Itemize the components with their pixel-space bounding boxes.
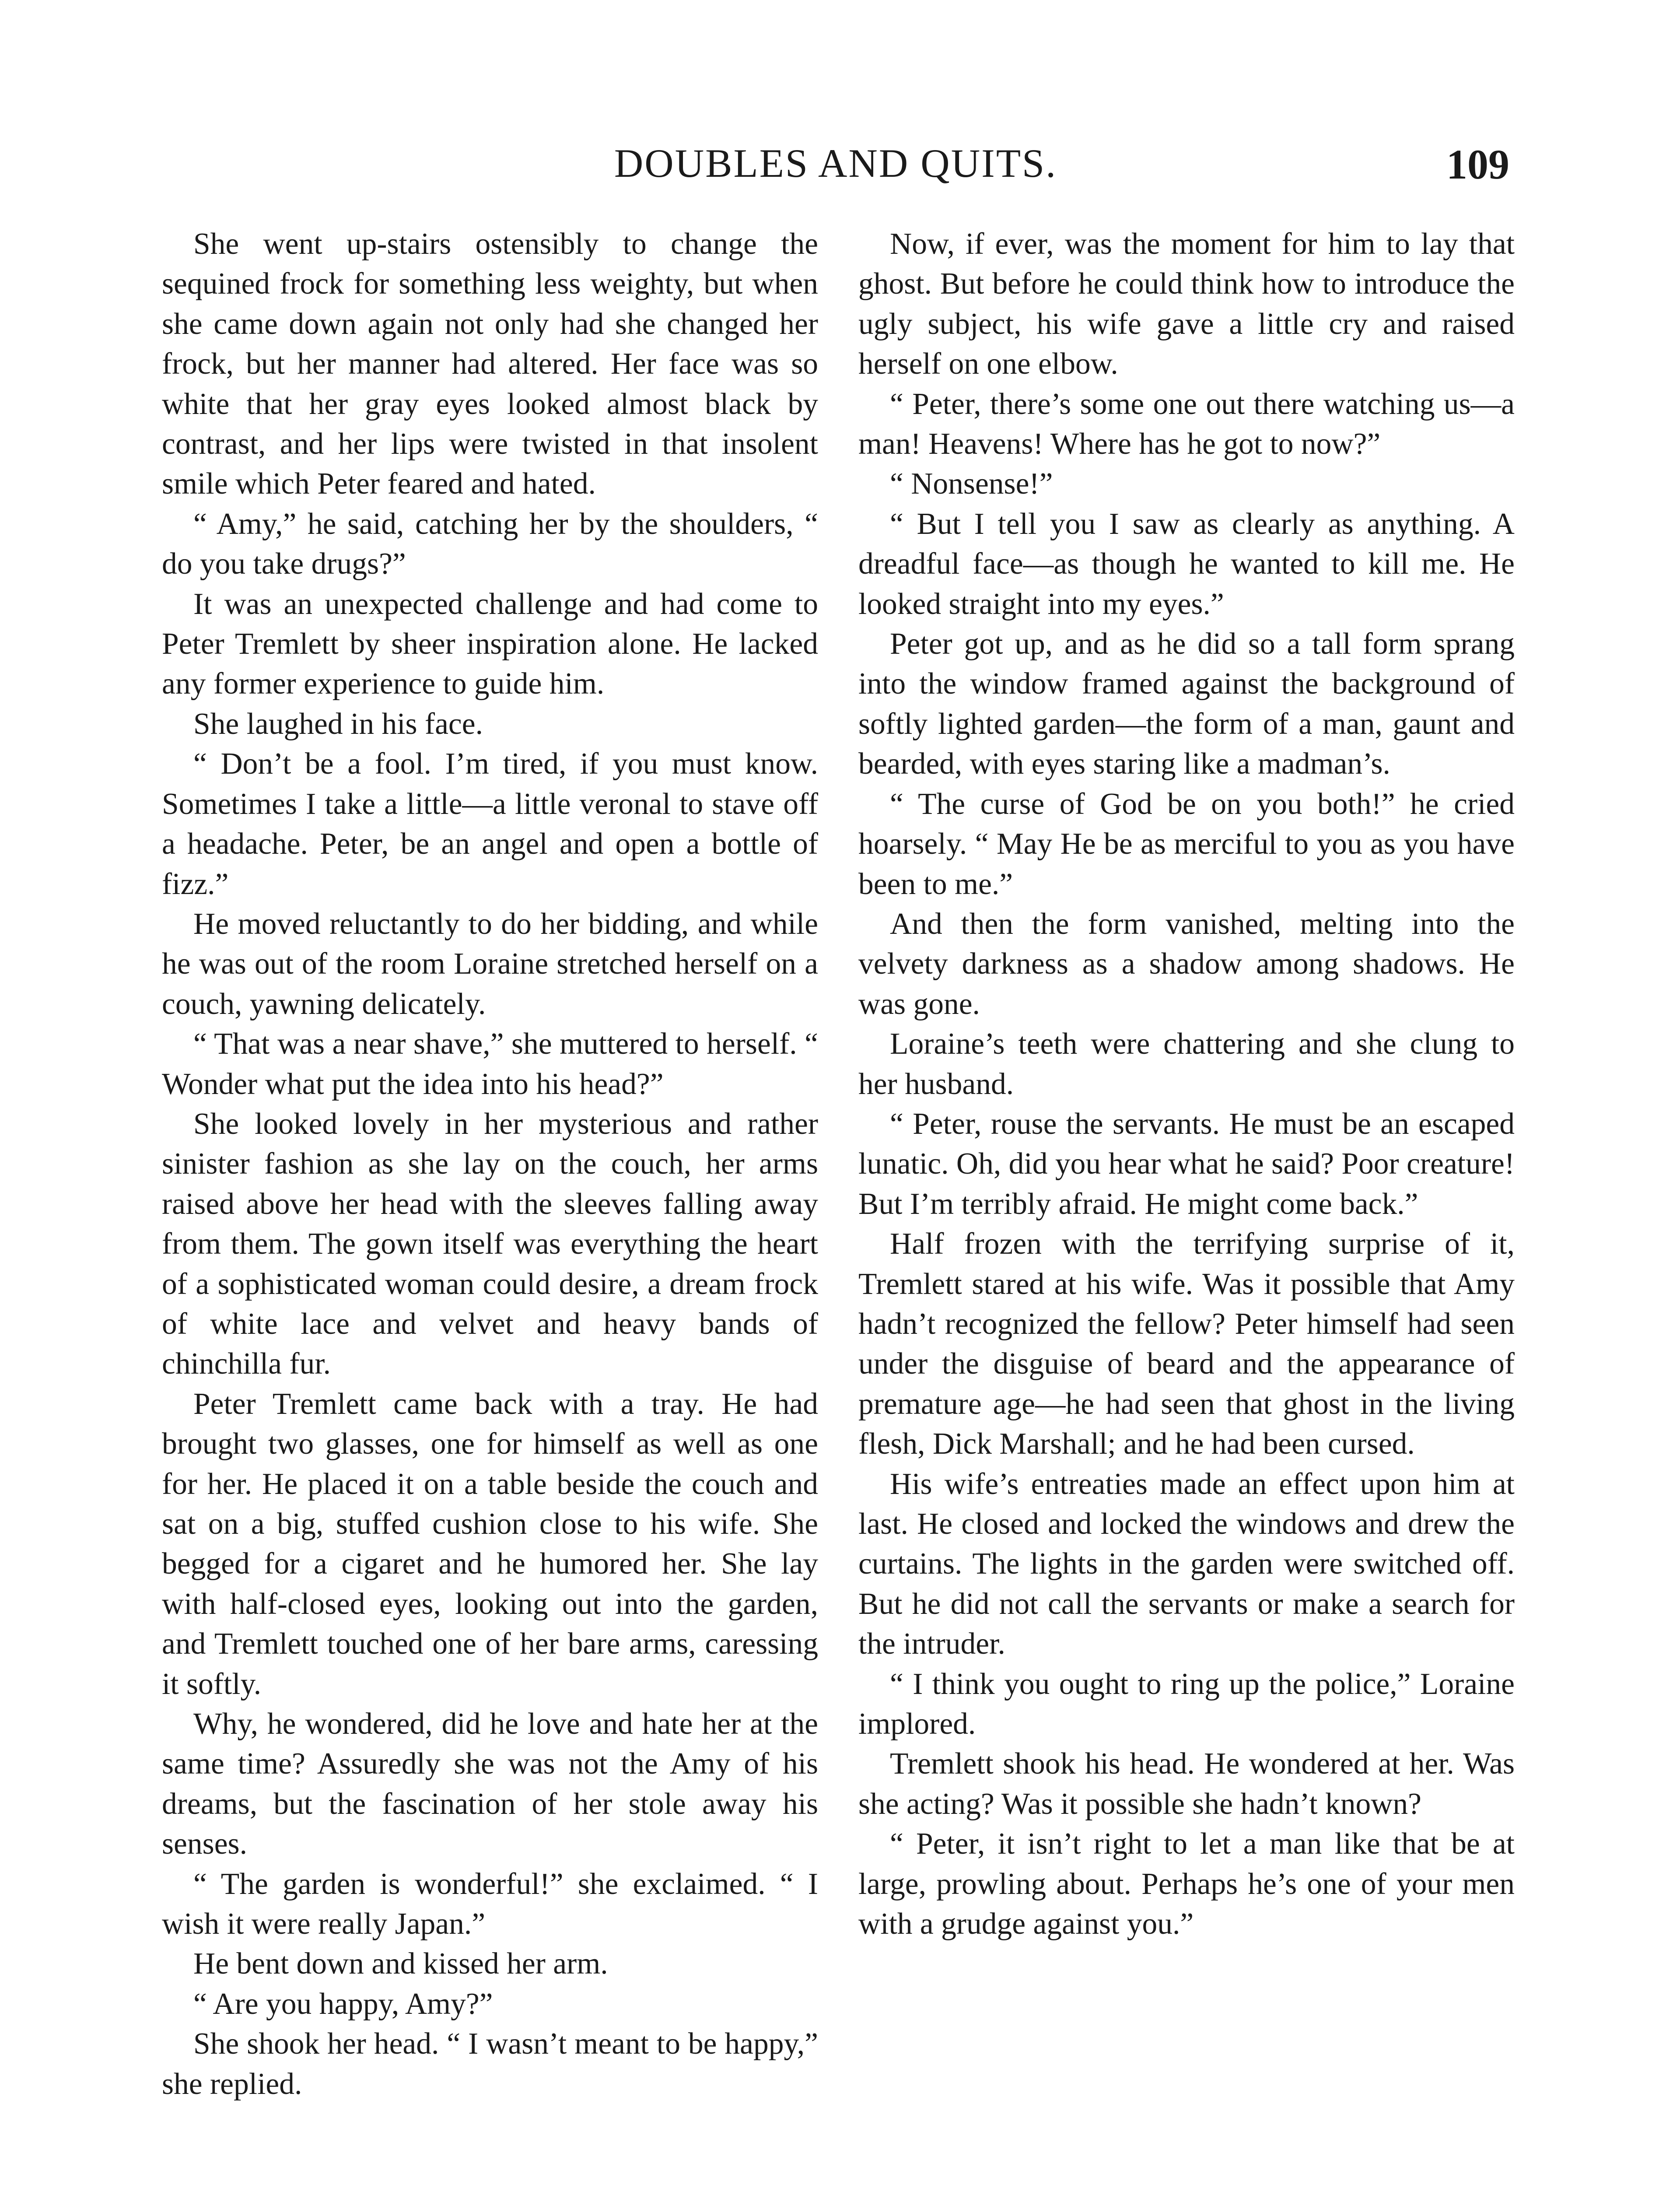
running-title: DOUBLES AND QUITS.: [614, 141, 1057, 186]
paragraph: “ Are you happy, Amy?”: [193, 1987, 493, 2021]
paragraph: “ But I tell you I saw as clearly as anything. A dreadful face—as though he wanted to kill me. He looked straight into my eyes.”: [858, 507, 1515, 621]
paragraph: She went up-stairs ostensibly to change the sequined frock for something less weighty, but when she came down again not only had she changed her frock, but her manner had altered. Her face was so white that her gray eyes looked almost black by contrast, and her lips were twisted in that insolent smile which Peter feared and hated.: [162, 227, 818, 501]
paragraph: “ Peter, it isn’t right to let a man like that be at large, prowling about. Perhaps he’s one of your men with a grudge against you.”: [858, 1827, 1515, 1941]
paragraph: “ Nonsense!”: [890, 467, 1053, 501]
paragraph: It was an unexpected challenge and had come to Peter Tremlett by sheer inspiration alone. He lacked any former experience to guide him.: [162, 587, 818, 701]
paragraph: Peter Tremlett came back with a tray. He had brought two glasses, one for himself as well as one for her. He placed it on a table beside the couch and sat on a big, stuffed cushion close to his wife. She begged for a cigaret and he humored her. She lay with half-closed eyes, looking out into the garden, and Tremlett touched one of her bare arms, caressing it softly.: [162, 1387, 818, 1701]
paragraph: “ That was a near shave,” she muttered to herself. “ Wonder what put the idea into his head?”: [162, 1027, 818, 1101]
paragraph: And then the form vanished, melting into the velvety darkness as a shadow among shadows. He was gone.: [858, 907, 1515, 1021]
paragraph: Peter got up, and as he did so a tall form sprang into the window framed against the background of softly lighted garden—the form of a man, gaunt and bearded, with eyes staring like a madman’s.: [858, 627, 1515, 781]
paragraph: His wife’s entreaties made an effect upon him at last. He closed and locked the windows and drew the curtains. The lights in the garden were switched off. But he did not call the servants or make a search for the intruder.: [858, 1467, 1515, 1661]
right-column: [858, 224, 1515, 1944]
paragraph: Why, he wondered, did he love and hate her at the same time? Assuredly she was not the Amy of his dreams, but the fascination of her stole away his senses.: [162, 1707, 818, 1861]
paragraph: She laughed in his face.: [193, 707, 483, 741]
paragraph: She shook her head. “ I wasn’t meant to be happy,” she replied.: [162, 2027, 818, 2101]
page-number: 109: [1446, 141, 1509, 188]
page-header: [162, 140, 1509, 193]
paragraph: Loraine’s teeth were chattering and she clung to her husband.: [858, 1027, 1515, 1101]
paragraph: “ Peter, rouse the servants. He must be an escaped lunatic. Oh, did you hear what he said? Poor creature! But I’m terribly afraid. He might come back.”: [858, 1107, 1515, 1221]
paragraph: He moved reluctantly to do her bidding, and while he was out of the room Loraine stretched herself on a couch, yawning delicately.: [162, 907, 818, 1021]
paragraph: “ The garden is wonderful!” she exclaimed. “ I wish it were really Japan.”: [162, 1867, 818, 1941]
left-column: [162, 224, 818, 2104]
paragraph: She looked lovely in her mysterious and rather sinister fashion as she lay on the couch, her arms raised above her head with the sleeves falling away from them. The gown itself was everything the heart of a sophisticated woman could desire, a dream frock of white lace and velvet and heavy bands of chinchilla fur.: [162, 1107, 818, 1381]
paragraph: “ Peter, there’s some one out there watching us—a man! Heavens! Where has he got to now?”: [858, 387, 1515, 461]
paragraph: “ Don’t be a fool. I’m tired, if you must know. Sometimes I take a little—a little veronal to stave off a headache. Peter, be an angel and open a bottle of fizz.”: [162, 747, 818, 901]
paragraph: Tremlett shook his head. He wondered at her. Was she acting? Was it possible she hadn’t known?: [858, 1747, 1515, 1821]
paragraph: He bent down and kissed her arm.: [193, 1947, 608, 1981]
paragraph: “ Amy,” he said, catching her by the shoulders, “ do you take drugs?”: [162, 507, 818, 581]
paragraph: “ The curse of God be on you both!” he cried hoarsely. “ May He be as merciful to you as you have been to me.”: [858, 787, 1515, 901]
paragraph: Now, if ever, was the moment for him to lay that ghost. But before he could think how to introduce the ugly subject, his wife gave a little cry and raised herself on one elbow.: [858, 227, 1515, 381]
paragraph: “ I think you ought to ring up the police,” Loraine implored.: [858, 1667, 1515, 1741]
paragraph: Half frozen with the terrifying surprise of it, Tremlett stared at his wife. Was it possible that Amy hadn’t recognized the fellow? Peter himself had seen under the disguise of beard and the appearance of premature age—he had seen that ghost in the living flesh, Dick Marshall; and he had been cursed.: [858, 1227, 1515, 1461]
